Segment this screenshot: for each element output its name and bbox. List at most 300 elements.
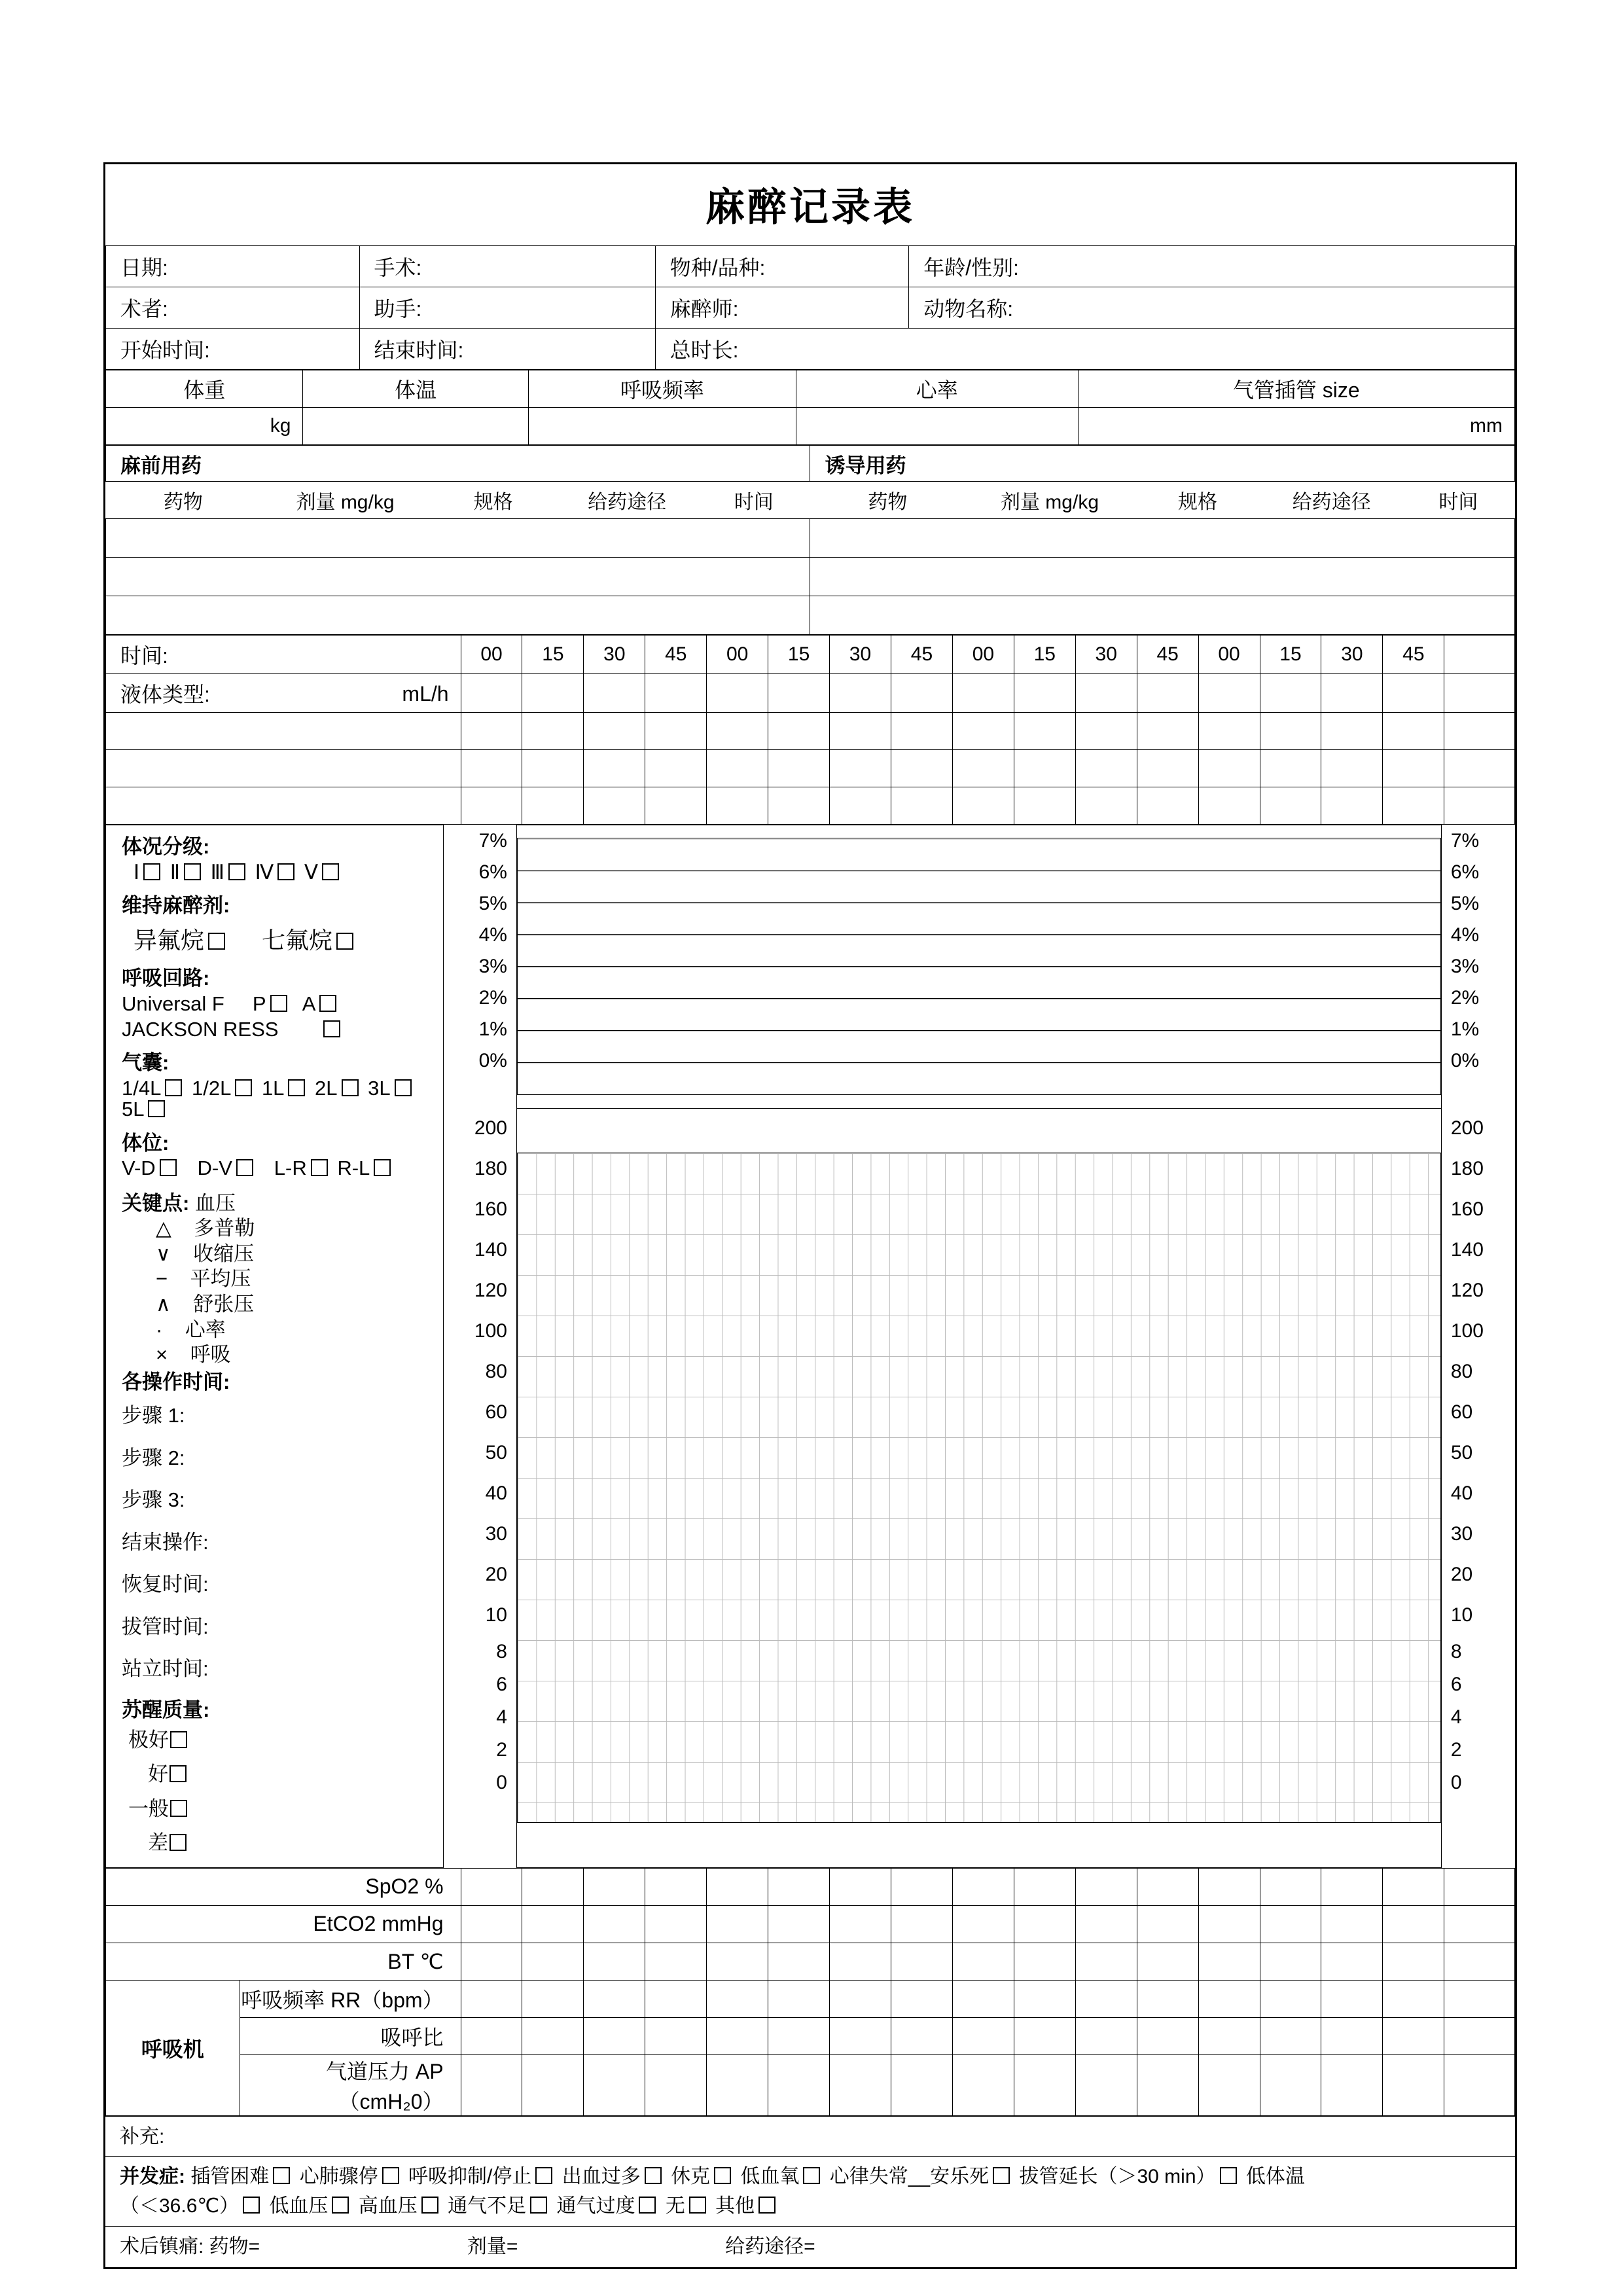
bt-cell[interactable] (1137, 1943, 1198, 1980)
ie-cell[interactable] (891, 2017, 953, 2054)
time-tick[interactable]: 45 (645, 636, 707, 674)
value-heart-rate[interactable] (796, 408, 1078, 445)
field-date[interactable]: 日期: (106, 246, 360, 287)
ap-cell[interactable] (891, 2054, 953, 2115)
supplement-field[interactable] (105, 2117, 1515, 2157)
rr-cell[interactable] (1198, 1980, 1260, 2017)
etco2-cell[interactable] (1198, 1905, 1260, 1943)
fluid-cell[interactable] (1075, 674, 1137, 713)
complication-item[interactable]: 通气不足 (448, 2195, 527, 2217)
drug-cell[interactable] (1321, 750, 1383, 787)
bag-item[interactable]: 5L (122, 1098, 145, 1121)
bt-cell[interactable] (952, 1943, 1014, 1980)
checkbox-icon[interactable] (803, 2167, 820, 2184)
complications-line-2[interactable] (120, 2191, 1501, 2221)
spo2-cell[interactable] (522, 1868, 584, 1905)
checkbox-icon[interactable] (270, 995, 287, 1012)
bt-cell[interactable] (1075, 1943, 1137, 1980)
etco2-cell[interactable] (584, 1905, 645, 1943)
ap-cell[interactable] (584, 2054, 645, 2115)
spo2-cell[interactable] (830, 1868, 891, 1905)
etco2-cell[interactable] (891, 1905, 953, 1943)
fluid-cell[interactable] (522, 674, 584, 713)
vital-grid-canvas[interactable] (517, 1153, 1441, 1823)
etco2-cell[interactable] (461, 1905, 522, 1943)
drug-cell[interactable] (707, 787, 768, 825)
quality-poor[interactable] (122, 1826, 443, 1858)
ap-cell[interactable] (461, 2054, 522, 2115)
ap-cell[interactable] (707, 2054, 768, 2115)
vital-plot-grid[interactable] (516, 1108, 1441, 1867)
field-end-time[interactable]: 结束时间: (359, 329, 655, 370)
quality-fair[interactable] (122, 1792, 443, 1827)
drug-cell[interactable] (522, 713, 584, 750)
maint-isoflurane[interactable]: 异氟烷 (134, 926, 205, 954)
gas-grid-row[interactable] (517, 1031, 1440, 1063)
asa-item-3[interactable]: Ⅲ (210, 860, 225, 884)
checkbox-icon[interactable] (421, 2197, 438, 2214)
field-start-time[interactable]: 开始时间: (106, 329, 360, 370)
etco2-cell[interactable] (1014, 1905, 1075, 1943)
rr-cell[interactable] (1137, 1980, 1198, 2017)
op-end[interactable]: 结束操作: (122, 1530, 209, 1554)
checkbox-icon[interactable] (169, 1834, 187, 1851)
induction-entry-1[interactable] (810, 519, 1515, 558)
time-tick[interactable]: 00 (1198, 636, 1260, 674)
gas-plot-grid[interactable] (516, 825, 1441, 1109)
fluid-cell[interactable] (768, 674, 830, 713)
etco2-cell[interactable] (1075, 1905, 1137, 1943)
rr-cell[interactable] (768, 1980, 830, 2017)
etco2-cell[interactable] (952, 1905, 1014, 1943)
checkbox-icon[interactable] (165, 1079, 182, 1096)
field-surgeon[interactable]: 术者: (106, 287, 360, 329)
checkbox-icon[interactable] (148, 1100, 165, 1117)
checkbox-icon[interactable] (342, 1079, 359, 1096)
bt-cell[interactable] (461, 1943, 522, 1980)
drug-cell[interactable] (1321, 713, 1383, 750)
rr-cell[interactable] (1383, 1980, 1444, 2017)
ie-cell[interactable] (1198, 2017, 1260, 2054)
asa-options[interactable] (122, 860, 443, 886)
ie-cell[interactable] (461, 2017, 522, 2054)
checkbox-icon[interactable] (169, 1765, 187, 1782)
ap-cell[interactable] (645, 2054, 707, 2115)
position-options[interactable] (122, 1156, 443, 1181)
complication-item[interactable]: 心肺骤停 (299, 2165, 378, 2187)
complication-item[interactable]: 无 (665, 2195, 685, 2217)
fluid-cell[interactable] (1014, 674, 1075, 713)
fluid-cell[interactable] (461, 674, 522, 713)
drug-cell[interactable] (830, 713, 891, 750)
complication-item[interactable]: 低体温 (1245, 2165, 1305, 2187)
ap-cell[interactable] (1137, 2054, 1198, 2115)
ie-cell[interactable] (707, 2017, 768, 2054)
fluid-cell[interactable] (584, 674, 645, 713)
ie-cell[interactable] (1444, 2017, 1515, 2054)
checkbox-icon[interactable] (322, 863, 339, 880)
bt-cell[interactable] (1198, 1943, 1260, 1980)
drug-cell[interactable] (645, 787, 707, 825)
etco2-cell[interactable] (522, 1905, 584, 1943)
rr-cell[interactable] (584, 1980, 645, 2017)
bag-item[interactable]: 1L (261, 1076, 285, 1100)
gas-grid-row[interactable] (517, 967, 1440, 999)
bt-cell[interactable] (522, 1943, 584, 1980)
fluid-cell[interactable] (891, 674, 953, 713)
checkbox-icon[interactable] (645, 2167, 662, 2184)
ie-cell[interactable] (1260, 2017, 1321, 2054)
quality-excellent[interactable] (122, 1723, 443, 1758)
rr-cell[interactable] (1075, 1980, 1137, 2017)
spo2-cell[interactable] (584, 1868, 645, 1905)
drug-cell[interactable] (768, 750, 830, 787)
position-item[interactable]: D-V (197, 1157, 232, 1180)
drug-cell[interactable] (1198, 750, 1260, 787)
drug-cell[interactable] (1260, 787, 1321, 825)
spo2-cell[interactable] (1260, 1868, 1321, 1905)
drug-row-label[interactable] (106, 787, 461, 825)
ie-cell[interactable] (645, 2017, 707, 2054)
asa-item-5[interactable]: Ⅴ (304, 860, 319, 884)
fluid-cell[interactable] (830, 674, 891, 713)
rr-cell[interactable] (830, 1980, 891, 2017)
spo2-cell[interactable] (1198, 1868, 1260, 1905)
drug-cell[interactable] (584, 713, 645, 750)
asa-item-2[interactable]: Ⅱ (169, 860, 181, 884)
drug-cell[interactable] (891, 713, 953, 750)
time-tick[interactable]: 45 (891, 636, 953, 674)
checkbox-icon[interactable] (160, 1159, 177, 1176)
checkbox-icon[interactable] (184, 863, 201, 880)
drug-cell[interactable] (891, 750, 953, 787)
value-temperature[interactable] (303, 408, 528, 445)
time-tick[interactable]: 00 (461, 636, 522, 674)
rr-cell[interactable] (707, 1980, 768, 2017)
checkbox-icon[interactable] (228, 863, 245, 880)
drug-cell[interactable] (1383, 750, 1444, 787)
rr-cell[interactable] (645, 1980, 707, 2017)
asa-item-1[interactable]: Ⅰ (134, 860, 140, 884)
asa-item-4[interactable]: Ⅳ (255, 860, 274, 884)
time-tick[interactable]: 15 (522, 636, 584, 674)
drug-cell[interactable] (1260, 750, 1321, 787)
checkbox-icon[interactable] (311, 1159, 328, 1176)
bt-cell[interactable] (1321, 1943, 1383, 1980)
bt-cell[interactable] (1444, 1943, 1515, 1980)
checkbox-icon[interactable] (530, 2197, 547, 2214)
complication-item[interactable]: 通气过度 (556, 2195, 635, 2217)
gas-grid-row[interactable] (517, 999, 1440, 1031)
etco2-cell[interactable] (1444, 1905, 1515, 1943)
checkbox-icon[interactable] (639, 2197, 656, 2214)
maint-sevoflurane[interactable]: 七氟烷 (262, 926, 333, 954)
ap-cell[interactable] (768, 2054, 830, 2115)
drug-cell[interactable] (1014, 750, 1075, 787)
etco2-cell[interactable] (1321, 1905, 1383, 1943)
value-weight-kg[interactable]: kg (106, 408, 303, 445)
ap-cell[interactable] (952, 2054, 1014, 2115)
bt-cell[interactable] (1014, 1943, 1075, 1980)
bag-item[interactable]: 1/4L (122, 1076, 162, 1100)
op-extubation[interactable]: 拔管时间: (122, 1615, 209, 1638)
checkbox-icon[interactable] (288, 1079, 305, 1096)
drug-cell[interactable] (1014, 713, 1075, 750)
checkbox-icon[interactable] (235, 1079, 252, 1096)
checkbox-icon[interactable] (395, 1079, 412, 1096)
op-step-2[interactable]: 步骤 2: (122, 1446, 185, 1469)
complication-item[interactable]: 出血过多 (562, 2165, 641, 2187)
drug-cell[interactable] (707, 750, 768, 787)
checkbox-icon[interactable] (374, 1159, 391, 1176)
spo2-cell[interactable] (1014, 1868, 1075, 1905)
fluid-cell[interactable] (1383, 674, 1444, 713)
complications-line-1[interactable] (120, 2162, 1501, 2191)
ap-cell[interactable] (1075, 2054, 1137, 2115)
drug-row-label[interactable] (106, 750, 461, 787)
checkbox-icon[interactable] (277, 863, 294, 880)
drug-cell[interactable] (1014, 787, 1075, 825)
fluid-cell[interactable] (1260, 674, 1321, 713)
ie-cell[interactable] (768, 2017, 830, 2054)
time-tick[interactable]: 45 (1383, 636, 1444, 674)
drug-cell[interactable] (1075, 713, 1137, 750)
checkbox-icon[interactable] (1220, 2167, 1237, 2184)
ap-cell[interactable] (1014, 2054, 1075, 2115)
complication-item[interactable]: 休克 (671, 2165, 711, 2187)
time-tick[interactable]: 45 (1137, 636, 1198, 674)
complication-item[interactable]: 插管困难 (190, 2165, 270, 2187)
position-item[interactable]: L-R (274, 1157, 307, 1180)
ie-cell[interactable] (1321, 2017, 1383, 2054)
checkbox-icon[interactable] (170, 1800, 187, 1817)
field-animal-name[interactable]: 动物名称: (909, 287, 1515, 329)
time-tick[interactable]: 00 (707, 636, 768, 674)
time-tick[interactable]: 30 (1075, 636, 1137, 674)
gas-grid-row[interactable] (517, 1063, 1440, 1095)
drug-cell[interactable] (645, 750, 707, 787)
rr-cell[interactable] (1444, 1980, 1515, 2017)
etco2-cell[interactable] (830, 1905, 891, 1943)
etco2-cell[interactable] (645, 1905, 707, 1943)
op-recovery[interactable]: 恢复时间: (122, 1573, 209, 1596)
field-total-duration[interactable]: 总时长: (655, 329, 1514, 370)
etco2-cell[interactable] (707, 1905, 768, 1943)
premed-entry-3[interactable] (106, 596, 810, 635)
drug-cell[interactable] (707, 713, 768, 750)
fluid-cell[interactable] (1321, 674, 1383, 713)
field-assistant[interactable]: 助手: (359, 287, 655, 329)
ap-cell[interactable] (1383, 2054, 1444, 2115)
bt-cell[interactable] (584, 1943, 645, 1980)
fluid-type-label[interactable] (106, 674, 461, 713)
ap-cell[interactable] (1321, 2054, 1383, 2115)
checkbox-icon[interactable] (535, 2167, 552, 2184)
position-item[interactable]: V-D (122, 1157, 156, 1180)
induction-entry-3[interactable] (810, 596, 1515, 635)
drug-cell[interactable] (830, 787, 891, 825)
gas-grid-row[interactable] (517, 838, 1440, 870)
checkbox-icon[interactable] (714, 2167, 731, 2184)
drug-cell[interactable] (1198, 787, 1260, 825)
bt-cell[interactable] (1383, 1943, 1444, 1980)
checkbox-icon[interactable] (143, 863, 160, 880)
ap-cell[interactable] (1444, 2054, 1515, 2115)
gas-grid-row[interactable] (517, 870, 1440, 903)
drug-cell[interactable] (1383, 713, 1444, 750)
spo2-cell[interactable] (891, 1868, 953, 1905)
ap-cell[interactable] (1260, 2054, 1321, 2115)
ie-cell[interactable] (830, 2017, 891, 2054)
premed-entry-2[interactable] (106, 558, 810, 596)
bag-options[interactable] (122, 1076, 443, 1122)
spo2-cell[interactable] (1137, 1868, 1198, 1905)
drug-cell[interactable] (584, 787, 645, 825)
time-tick[interactable]: 15 (768, 636, 830, 674)
drug-cell[interactable] (1383, 787, 1444, 825)
spo2-cell[interactable] (952, 1868, 1014, 1905)
rr-cell[interactable] (891, 1980, 953, 2017)
ap-cell[interactable] (522, 2054, 584, 2115)
rr-cell[interactable] (522, 1980, 584, 2017)
etco2-cell[interactable] (1383, 1905, 1444, 1943)
bag-item[interactable]: 1/2L (191, 1076, 232, 1100)
rr-cell[interactable] (1014, 1980, 1075, 2017)
drug-cell[interactable] (952, 713, 1014, 750)
field-surgery[interactable]: 手术: (359, 246, 655, 287)
checkbox-icon[interactable] (273, 2167, 290, 2184)
ie-cell[interactable] (952, 2017, 1014, 2054)
maintenance-options[interactable] (122, 919, 443, 962)
spo2-cell[interactable] (645, 1868, 707, 1905)
checkbox-icon[interactable] (170, 1731, 187, 1748)
spo2-cell[interactable] (461, 1868, 522, 1905)
circuit-jackson-rees[interactable] (122, 1017, 443, 1043)
rr-cell[interactable] (1260, 1980, 1321, 2017)
checkbox-icon[interactable] (323, 1020, 340, 1037)
drug-cell[interactable] (1198, 713, 1260, 750)
bag-item[interactable]: 3L (368, 1076, 391, 1100)
fluid-cell[interactable] (645, 674, 707, 713)
complication-item[interactable]: 心律失常__安乐死 (829, 2165, 990, 2187)
bt-cell[interactable] (768, 1943, 830, 1980)
checkbox-icon[interactable] (236, 1159, 253, 1176)
checkbox-icon[interactable] (382, 2167, 399, 2184)
rr-cell[interactable] (461, 1980, 522, 2017)
spo2-cell[interactable] (768, 1868, 830, 1905)
quality-good[interactable] (122, 1757, 443, 1792)
drug-cell[interactable] (952, 787, 1014, 825)
drug-cell[interactable] (1075, 787, 1137, 825)
spo2-cell[interactable] (1321, 1868, 1383, 1905)
complications-field[interactable] (105, 2157, 1515, 2227)
time-tick[interactable]: 15 (1014, 636, 1075, 674)
drug-cell[interactable] (1260, 713, 1321, 750)
induction-entry-2[interactable] (810, 558, 1515, 596)
bt-cell[interactable] (830, 1943, 891, 1980)
drug-cell[interactable] (952, 750, 1014, 787)
checkbox-icon[interactable] (993, 2167, 1010, 2184)
drug-cell[interactable] (1075, 750, 1137, 787)
bt-cell[interactable] (645, 1943, 707, 1980)
ap-cell[interactable] (830, 2054, 891, 2115)
ap-cell[interactable] (1198, 2054, 1260, 2115)
complication-item[interactable]: 低血氧 (740, 2165, 800, 2187)
complication-item[interactable]: （＜36.6℃） (120, 2195, 240, 2217)
value-ett-mm[interactable]: mm (1078, 408, 1514, 445)
complication-item[interactable]: 高血压 (358, 2195, 418, 2217)
field-age-sex[interactable]: 年龄/性别: (909, 246, 1515, 287)
gas-grid-row[interactable] (517, 903, 1440, 935)
drug-cell[interactable] (1137, 787, 1198, 825)
drug-cell[interactable] (1137, 713, 1198, 750)
complication-item[interactable]: 拔管延长（＞30 min） (1019, 2165, 1216, 2187)
time-tick[interactable]: 15 (1260, 636, 1321, 674)
drug-cell[interactable] (1321, 787, 1383, 825)
bag-item[interactable]: 2L (315, 1076, 338, 1100)
gas-grid-row[interactable] (517, 935, 1440, 967)
fluid-cell[interactable] (1137, 674, 1198, 713)
drug-cell[interactable] (461, 750, 522, 787)
time-tick[interactable]: 30 (830, 636, 891, 674)
drug-cell[interactable] (645, 713, 707, 750)
checkbox-icon[interactable] (336, 933, 353, 950)
field-anesthetist[interactable]: 麻醉师: (655, 287, 909, 329)
checkbox-icon[interactable] (243, 2197, 260, 2214)
checkbox-icon[interactable] (689, 2197, 706, 2214)
drug-cell[interactable] (768, 713, 830, 750)
etco2-cell[interactable] (1137, 1905, 1198, 1943)
checkbox-icon[interactable] (208, 933, 225, 950)
complication-item[interactable]: 低血压 (269, 2195, 329, 2217)
ie-cell[interactable] (1014, 2017, 1075, 2054)
bt-cell[interactable] (891, 1943, 953, 1980)
drug-cell[interactable] (1137, 750, 1198, 787)
fluid-cell[interactable] (707, 674, 768, 713)
time-tick[interactable]: 00 (952, 636, 1014, 674)
fluid-cell[interactable] (1198, 674, 1260, 713)
premed-entry-1[interactable] (106, 519, 810, 558)
bt-cell[interactable] (1260, 1943, 1321, 1980)
drug-cell[interactable] (461, 787, 522, 825)
value-resp-rate[interactable] (528, 408, 796, 445)
postop-analgesia-field[interactable] (105, 2227, 1515, 2267)
fluid-cell[interactable] (952, 674, 1014, 713)
checkbox-icon[interactable] (332, 2197, 349, 2214)
drug-cell[interactable] (830, 750, 891, 787)
etco2-cell[interactable] (1260, 1905, 1321, 1943)
drug-cell[interactable] (461, 713, 522, 750)
op-step-1[interactable]: 步骤 1: (122, 1404, 185, 1427)
drug-cell[interactable] (522, 787, 584, 825)
spo2-cell[interactable] (1444, 1868, 1515, 1905)
ie-cell[interactable] (584, 2017, 645, 2054)
spo2-cell[interactable] (1383, 1868, 1444, 1905)
rr-cell[interactable] (1321, 1980, 1383, 2017)
drug-cell[interactable] (891, 787, 953, 825)
spo2-cell[interactable] (1075, 1868, 1137, 1905)
drug-cell[interactable] (768, 787, 830, 825)
position-item[interactable]: R-L (337, 1157, 370, 1180)
etco2-cell[interactable] (768, 1905, 830, 1943)
op-standing[interactable]: 站立时间: (122, 1657, 209, 1681)
checkbox-icon[interactable] (319, 995, 336, 1012)
ie-cell[interactable] (522, 2017, 584, 2054)
drug-cell[interactable] (522, 750, 584, 787)
time-tick[interactable]: 30 (1321, 636, 1383, 674)
checkbox-icon[interactable] (758, 2197, 776, 2214)
circuit-universal-f[interactable] (122, 992, 443, 1017)
